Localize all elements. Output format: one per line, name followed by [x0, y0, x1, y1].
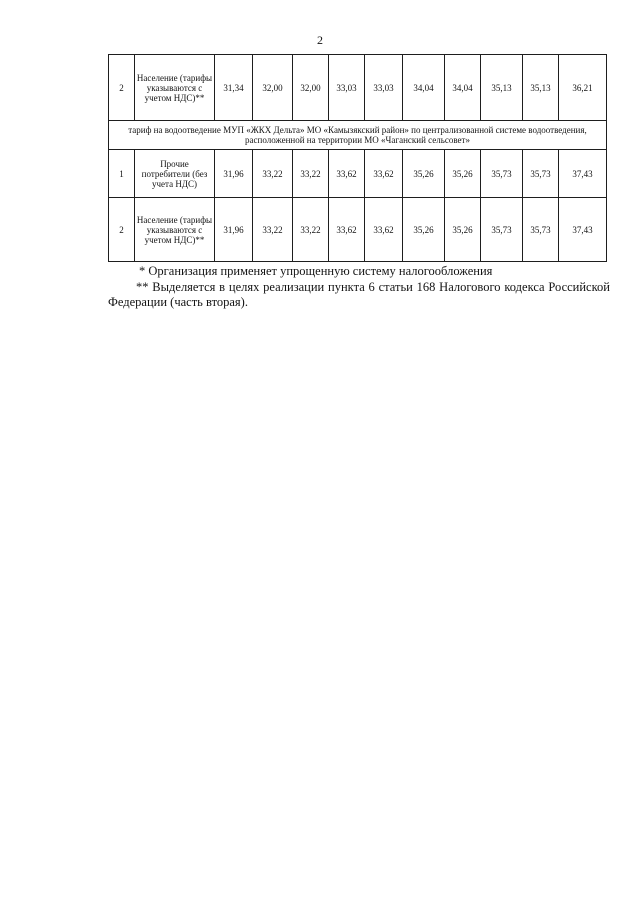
row-number: 2 — [109, 55, 135, 121]
row-number: 1 — [109, 150, 135, 198]
tariff-value: 35,73 — [523, 198, 559, 262]
tariff-value: 33,03 — [365, 55, 403, 121]
tariff-value: 33,62 — [365, 198, 403, 262]
tariff-value: 33,62 — [329, 198, 365, 262]
footnote-simplified-tax: * Организация применяет упрощенную систему налогообложения — [139, 264, 493, 278]
tariff-value: 31,96 — [215, 150, 253, 198]
tariff-value: 35,73 — [481, 150, 523, 198]
footnotes — [108, 264, 610, 311]
tariff-value: 37,43 — [559, 198, 607, 262]
tariff-value: 34,04 — [403, 55, 445, 121]
tariff-value: 33,22 — [253, 198, 293, 262]
tariff-value: 35,13 — [523, 55, 559, 121]
tariff-value: 33,62 — [329, 150, 365, 198]
tariff-value: 35,26 — [403, 150, 445, 198]
tariff-table — [108, 54, 607, 262]
table-row — [109, 198, 607, 262]
tariff-value: 33,22 — [253, 150, 293, 198]
tariff-value: 35,13 — [481, 55, 523, 121]
tariff-value: 32,00 — [293, 55, 329, 121]
tariff-value: 36,21 — [559, 55, 607, 121]
tariff-value: 35,26 — [445, 150, 481, 198]
tariff-value: 34,04 — [445, 55, 481, 121]
table-row — [109, 55, 607, 121]
tariff-value: 35,26 — [445, 198, 481, 262]
tariff-value: 33,62 — [365, 150, 403, 198]
page-number: 2 — [317, 33, 323, 47]
row-number: 2 — [109, 198, 135, 262]
tariff-value: 35,73 — [523, 150, 559, 198]
table-row — [109, 150, 607, 198]
consumer-category: Прочие потребители (без учета НДС) — [135, 150, 215, 198]
tariff-value: 31,96 — [215, 198, 253, 262]
tariff-value: 35,26 — [403, 198, 445, 262]
tariff-value: 35,73 — [481, 198, 523, 262]
consumer-category: Население (тарифы указываются с учетом НДС)** — [135, 198, 215, 262]
tariff-value: 33,03 — [329, 55, 365, 121]
tariff-value: 32,00 — [253, 55, 293, 121]
tariff-value: 31,34 — [215, 55, 253, 121]
tariff-value: 33,22 — [293, 198, 329, 262]
section-caption-row — [109, 121, 607, 150]
tariff-value: 33,22 — [293, 150, 329, 198]
footnote-vat: ** Выделяется в целях реализации пункта 6 статьи 168 Налогового кодекса Российской Федерации (часть вторая). — [108, 279, 610, 309]
consumer-category: Население (тарифы указываются с учетом НДС)** — [135, 55, 215, 121]
tariff-value: 37,43 — [559, 150, 607, 198]
section-caption: тариф на водоотведение МУП «ЖКХ Дельта» МО «Камызякский район» по централизованной системе водоотведения, расположенной на территории МО «Чаганский сельсовет» — [109, 121, 607, 150]
